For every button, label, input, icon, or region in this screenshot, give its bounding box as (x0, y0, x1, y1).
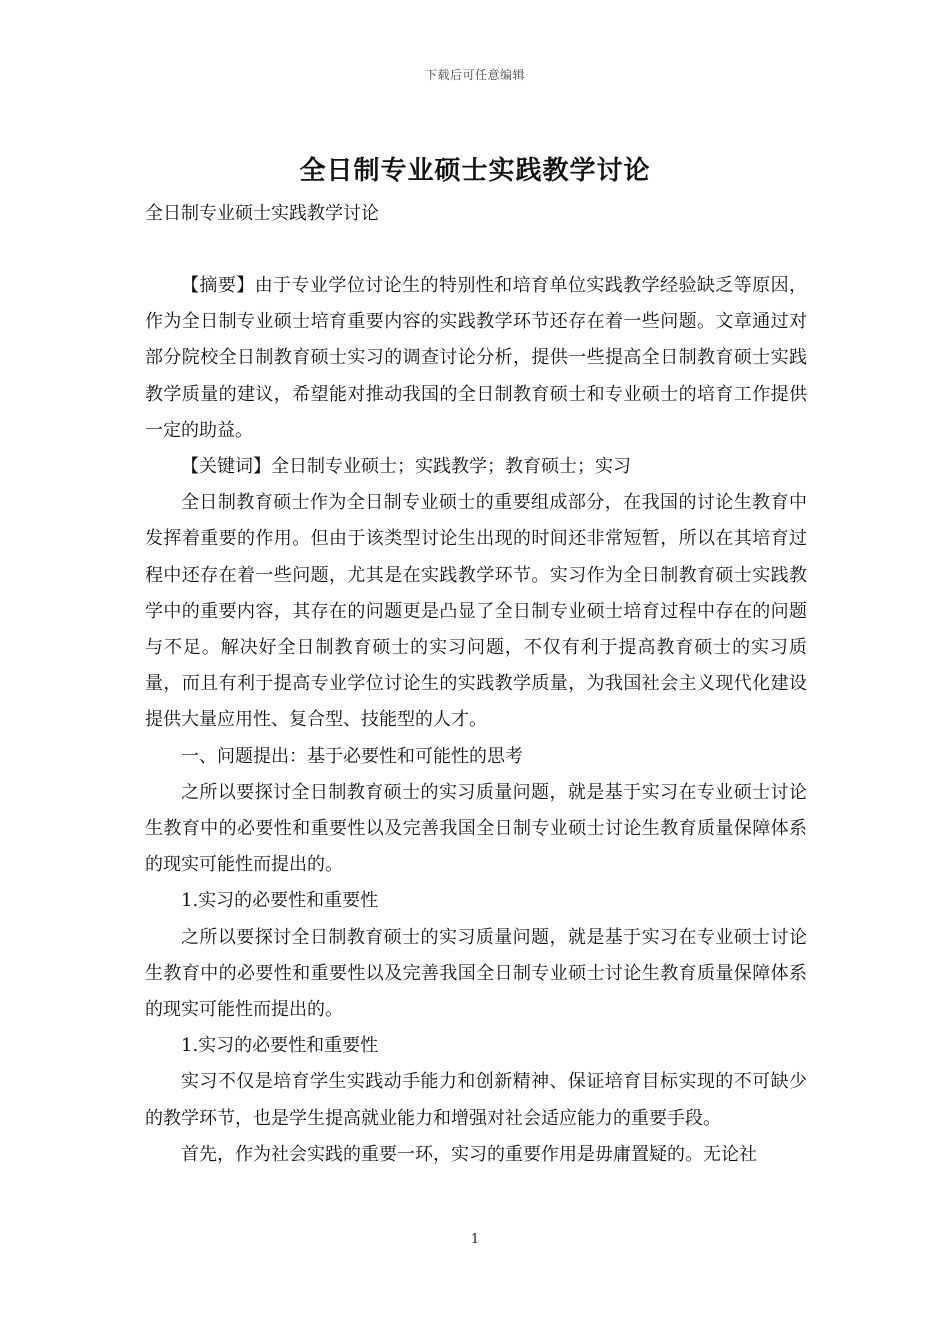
document-body (145, 268, 807, 1173)
abstract-paragraph: 【摘要】由于专业学位讨论生的特别性和培育单位实践教学经验缺乏等原因，作为全日制专业硕士培育重要内容的实践教学环节还存在着一些问题。文章通过对部分院校全日制教育硕士实习的调查讨论分析，提供一些提高全日制教育硕士实践教学质量的建议，希望能对推动我国的全日制教育硕士和专业硕士的培育工作提供一定的助益。 (145, 275, 807, 441)
body-paragraph: 全日制教育硕士作为全日制专业硕士的重要组成部分，在我国的讨论生教育中发挥着重要的作用。但由于该类型讨论生出现的时间还非常短暂，所以在其培育过程中还存在着一些问题，尤其是在实践教学环节。实习作为全日制教育硕士实践教学中的重要内容，其存在的问题更是凸显了全日制专业硕士培育过程中存在的问题与不足。解决好全日制教育硕士的实习问题，不仅有利于提高教育硕士的实习质量，而且有利于提高专业学位讨论生的实践教学质量，为我国社会主义现代化建设提供大量应用性、复合型、技能型的人才。 (145, 492, 807, 731)
subsection-heading: 1.实习的必要性和重要性 (181, 1035, 379, 1057)
body-paragraph: 之所以要探讨全日制教育硕士的实习质量问题，就是基于实习在专业硕士讨论生教育中的必要性和重要性以及完善我国全日制专业硕士讨论生教育质量保障体系的现实可能性而提出的。 (145, 781, 807, 876)
body-paragraph: 实习不仅是培育学生实践动手能力和创新精神、保证培育目标实现的不可缺少的教学环节，也是学生提高就业能力和增强对社会适应能力的重要手段。 (145, 1071, 807, 1129)
document-title: 全日制专业硕士实践教学讨论 (299, 156, 651, 186)
section-heading: 一、问题提出：基于必要性和可能性的思考 (181, 745, 523, 767)
subsection-heading: 1.实习的必要性和重要性 (181, 890, 379, 912)
keywords-paragraph: 【关键词】全日制专业硕士；实践教学；教育硕士；实习 (181, 456, 631, 478)
page-header-note: 下载后可任意编辑 (424, 68, 525, 82)
body-paragraph: 首先，作为社会实践的重要一环，实习的重要作用是毋庸置疑的。无论社 (181, 1143, 757, 1165)
page-number: 1 (470, 1232, 480, 1247)
document-subtitle: 全日制专业硕士实践教学讨论 (145, 203, 379, 224)
body-paragraph: 之所以要探讨全日制教育硕士的实习质量问题，就是基于实习在专业硕士讨论生教育中的必要性和重要性以及完善我国全日制专业硕士讨论生教育质量保障体系的现实可能性而提出的。 (145, 926, 807, 1021)
